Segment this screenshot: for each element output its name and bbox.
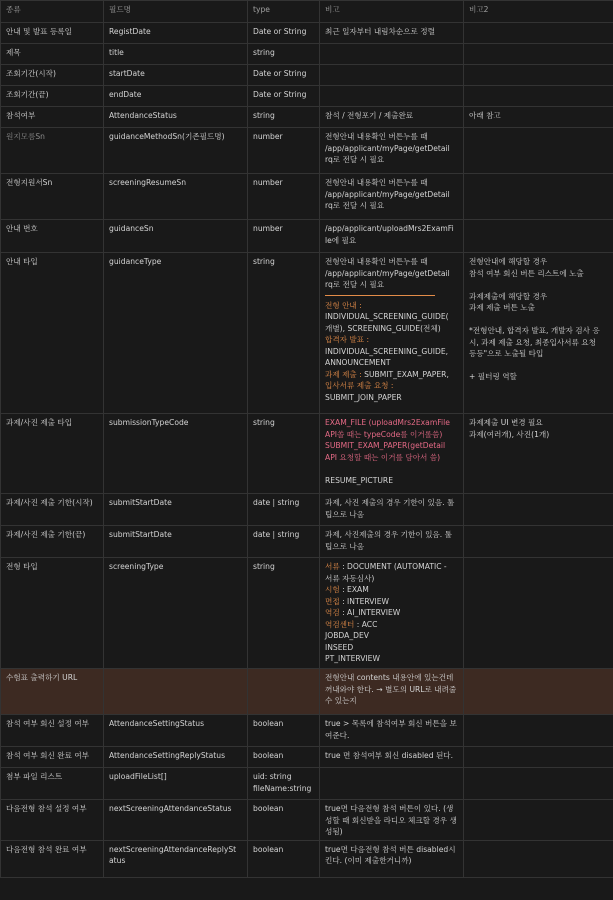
cell-note2 — [464, 669, 613, 715]
type-entry — [325, 300, 458, 312]
note-line: /app/applicant/uploadMrs2ExamFi — [325, 224, 454, 233]
cell-note — [320, 840, 464, 877]
note-line: /app/applicant/myPage/getDetail — [325, 143, 450, 153]
cell-field: title — [104, 44, 248, 65]
cell-type: date | string — [248, 526, 320, 558]
cell-type: boolean — [248, 840, 320, 877]
table-row — [1, 414, 613, 494]
note2-line: 아래 참고 — [469, 111, 501, 120]
cell-type: number — [248, 174, 320, 220]
table-row — [1, 669, 613, 715]
note2-line: 과제제출 UI 변경 필요 — [469, 418, 543, 427]
header-note: 비고 — [320, 1, 464, 23]
cell-field: nextScreeningAttendanceStatus — [104, 800, 248, 841]
cell-note — [320, 174, 464, 220]
cell-note2 — [464, 107, 613, 128]
note-line: true면 다음전형 참석 버튼 disabled시 — [325, 844, 456, 854]
cell-kind: 원지모름Sn — [1, 128, 104, 174]
type-value-line: 개별), SCREENING_GUIDE(전체) — [325, 323, 441, 333]
type-label: 역검 — [325, 608, 340, 617]
note-line: rq로 전달 시 필요 — [325, 201, 385, 210]
type-entry — [325, 584, 458, 596]
note-line: 성할 때 회신받을 라디오 체크할 경우 생 — [325, 815, 457, 825]
cell-type: boolean — [248, 800, 320, 841]
cell-note — [320, 669, 464, 715]
note-line: 참석 / 전형포기 / 제출완료 — [325, 111, 414, 120]
note-line: true 면 참석여부 회신 disabled 된다. — [325, 751, 454, 760]
cell-note — [320, 128, 464, 174]
cell-field: guidanceType — [104, 253, 248, 414]
cell-field: screeningResumeSn — [104, 174, 248, 220]
note-line: 킨다. (이미 제출한거니까) — [325, 856, 412, 865]
cell-kind: 참석 여부 회신 완료 여부 — [1, 747, 104, 768]
type-value-line: INSEED — [325, 642, 354, 652]
type-entry — [325, 334, 458, 346]
table-row — [1, 558, 613, 669]
table-row — [1, 747, 613, 768]
header-note2: 비고2 — [464, 1, 613, 23]
note2-line — [469, 279, 608, 291]
type-value-line: 서류 자동심사) — [325, 573, 375, 583]
cell-note — [320, 414, 464, 494]
type-value-line: PT_INTERVIEW — [325, 654, 380, 663]
table-row — [1, 128, 613, 174]
cell-field: AttendanceSettingStatus — [104, 715, 248, 747]
note-line-highlight: EXAM_FILE (uploadMrs2ExamFile — [325, 418, 450, 427]
type-value-line: JOBDA_DEV — [325, 631, 369, 640]
table-row — [1, 107, 613, 128]
cell-kind: 전형지원서Sn — [1, 174, 104, 220]
cell-type: Date or String — [248, 65, 320, 86]
cell-note2 — [464, 526, 613, 558]
cell-field — [104, 669, 248, 715]
note-line: 전형안내 contents 내용안에 있는건데 — [325, 673, 454, 682]
cell-kind: 과제/사진 제출 기한(시작) — [1, 494, 104, 526]
type-value: : EXAM — [339, 585, 369, 594]
cell-note — [320, 800, 464, 841]
cell-note — [320, 253, 464, 414]
table-row — [1, 23, 613, 44]
type-line: uid: string — [253, 772, 292, 781]
field-line: nextScreeningAttendanceReplySt — [109, 844, 237, 854]
cell-kind: 안내 타입 — [1, 253, 104, 414]
note2-line: + 필터링 역할 — [469, 372, 517, 381]
type-label: 서류 — [325, 562, 340, 571]
note-line: /app/applicant/myPage/getDetail — [325, 268, 450, 278]
note-line: 과제, 사진 제출의 경우 기한이 있음. 툴 — [325, 498, 455, 507]
note-line — [325, 463, 458, 475]
cell-type: date | string — [248, 494, 320, 526]
cell-field: submissionTypeCode — [104, 414, 248, 494]
table-row — [1, 86, 613, 107]
cell-note2 — [464, 800, 613, 841]
cell-type: number — [248, 220, 320, 253]
cell-note2 — [464, 65, 613, 86]
cell-kind: 제목 — [1, 44, 104, 65]
cell-note — [320, 715, 464, 747]
cell-kind: 참석여부 — [1, 107, 104, 128]
type-label: 합격자 발표 : — [325, 335, 370, 344]
note-line: RESUME_PICTURE — [325, 475, 393, 485]
cell-note2 — [464, 747, 613, 768]
cell-note — [320, 558, 464, 669]
cell-note2 — [464, 715, 613, 747]
cell-field: endDate — [104, 86, 248, 107]
type-value: : AI_INTERVIEW — [339, 608, 401, 617]
cell-kind: 수험표 출력하기 URL — [1, 669, 104, 715]
field-line: atus — [109, 856, 126, 865]
cell-field: screeningType — [104, 558, 248, 669]
cell-type: boolean — [248, 747, 320, 768]
cell-kind: 다음전형 참석 설정 여부 — [1, 800, 104, 841]
cell-kind: 참석 여부 회신 설정 여부 — [1, 715, 104, 747]
cell-note2 — [464, 558, 613, 669]
type-label: 면접 — [325, 596, 340, 606]
note-line: 과제, 사진제출의 경우 기한이 있음. 툴 — [325, 530, 452, 539]
cell-type — [248, 669, 320, 715]
note-line-highlight: API 요청할 때는 이거를 담아서 씀) — [325, 452, 441, 462]
cell-kind: 안내 번호 — [1, 220, 104, 253]
divider — [325, 295, 435, 296]
cell-kind: 과제/사진 제출 타입 — [1, 414, 104, 494]
cell-note — [320, 44, 464, 65]
cell-kind: 다음전형 참석 완료 여부 — [1, 840, 104, 877]
note-line: true > 목록에 참석여부 회신 버튼을 보 — [325, 719, 457, 728]
cell-note — [320, 747, 464, 768]
cell-kind: 첨부 파일 리스트 — [1, 768, 104, 800]
note-line: 최근 일자부터 내림차순으로 정렬 — [325, 27, 435, 36]
type-value-line: ANNOUNCEMENT — [325, 358, 391, 367]
cell-type: string — [248, 253, 320, 414]
note-line: 전형안내 내용확인 버튼누를 때 — [325, 257, 428, 266]
table-row — [1, 174, 613, 220]
note2-line: *전형안내, 합격자 발표, 개발자 검사 응 — [469, 326, 600, 335]
cell-field: AttendanceStatus — [104, 107, 248, 128]
type-label: 시험 — [325, 585, 340, 594]
note-line: 꺼내와야 한다. → 별도의 URL로 내려줄 — [325, 684, 457, 694]
cell-type: boolean — [248, 715, 320, 747]
type-label: 입사서류 제출 요청 : — [325, 381, 394, 390]
cell-note — [320, 86, 464, 107]
cell-field: submitStartDate — [104, 526, 248, 558]
cell-note2 — [464, 174, 613, 220]
type-value: : ACC — [354, 619, 378, 629]
cell-note2 — [464, 768, 613, 800]
cell-note — [320, 768, 464, 800]
cell-type: string — [248, 44, 320, 65]
type-value-line: SUBMIT_JOIN_PAPER — [325, 392, 402, 402]
type-label: 역검센터 — [325, 619, 355, 629]
table-row — [1, 800, 613, 841]
type-entry — [325, 619, 458, 631]
table-row — [1, 494, 613, 526]
cell-note — [320, 526, 464, 558]
cell-kind: 과제/사진 제출 기한(끝) — [1, 526, 104, 558]
note-line: /app/applicant/myPage/getDetail — [325, 189, 450, 199]
cell-field: uploadFileList[] — [104, 768, 248, 800]
note2-line — [469, 360, 608, 372]
type-value-line: INDIVIDUAL_SCREENING_GUIDE, — [325, 346, 449, 356]
note-line: rq로 전달 시 필요 — [325, 280, 385, 289]
note2-line: 참석 여부 회신 버튼 리스트에 노출 — [469, 268, 584, 278]
type-label: 과제 제출 : — [325, 369, 362, 379]
cell-note2 — [464, 253, 613, 414]
cell-type — [248, 768, 320, 800]
type-entry — [325, 607, 458, 619]
cell-note2 — [464, 23, 613, 44]
cell-note2 — [464, 86, 613, 107]
cell-note — [320, 494, 464, 526]
cell-note2 — [464, 128, 613, 174]
type-entry — [325, 380, 458, 392]
cell-type: string — [248, 414, 320, 494]
type-entry — [325, 369, 458, 381]
note2-line: 과제제출에 해당할 경우 — [469, 291, 548, 301]
cell-field: guidanceSn — [104, 220, 248, 253]
note-line: 팁으로 나옴 — [325, 509, 365, 519]
table-row — [1, 220, 613, 253]
note-line: true면 다음전형 참석 버튼이 있다. (생 — [325, 804, 454, 813]
note-line: le에 필요 — [325, 235, 357, 245]
header-type: type — [248, 1, 320, 23]
cell-note — [320, 220, 464, 253]
cell-note2 — [464, 494, 613, 526]
cell-type: Date or String — [248, 86, 320, 107]
cell-field — [104, 840, 248, 877]
note-line: 여준다. — [325, 730, 350, 740]
table-row — [1, 715, 613, 747]
type-line: fileName:string — [253, 783, 312, 793]
note2-line: 과제(여러개), 사진(1개) — [469, 429, 550, 439]
cell-type: string — [248, 558, 320, 669]
note-line: 팁으로 나옴 — [325, 541, 365, 551]
cell-kind: 전형 타입 — [1, 558, 104, 669]
type-value: SUBMIT_EXAM_PAPER, — [361, 369, 449, 379]
type-label: 전형 안내 : — [325, 300, 362, 310]
note-line: rq로 전달 시 필요 — [325, 155, 385, 164]
cell-field: submitStartDate — [104, 494, 248, 526]
header-field: 필드명 — [104, 1, 248, 23]
cell-kind: 안내 및 발표 등록일 — [1, 23, 104, 44]
cell-note2 — [464, 44, 613, 65]
note-line: 성됨) — [325, 827, 343, 836]
note-line: 수 있는지 — [325, 696, 357, 705]
note-line-highlight: API쏠 때는 typeCode를 이거롤씀) — [325, 429, 443, 439]
type-value: : INTERVIEW — [339, 596, 390, 606]
table-row — [1, 526, 613, 558]
note-line: 전형안내 내용확인 버튼누를 때 — [325, 132, 428, 141]
cell-field: RegistDate — [104, 23, 248, 44]
table-row — [1, 65, 613, 86]
table-row — [1, 768, 613, 800]
table-row — [1, 253, 613, 414]
cell-note — [320, 23, 464, 44]
header-kind: 종류 — [1, 1, 104, 23]
cell-kind: 조회기간(끝) — [1, 86, 104, 107]
note2-line: 등등"으로 노출될 타입 — [469, 349, 544, 358]
type-value-line: INDIVIDUAL_SCREENING_GUIDE( — [325, 312, 449, 321]
note2-line: 전형안내에 해당할 경우 — [469, 257, 548, 266]
cell-note2 — [464, 220, 613, 253]
header-row — [1, 1, 613, 23]
type-entry — [325, 561, 458, 573]
note-line: 전형안내 내용확인 버튼누를 때 — [325, 178, 428, 187]
table-row — [1, 840, 613, 877]
cell-field: guidanceMethodSn(기존필드명) — [104, 128, 248, 174]
type-entry — [325, 596, 458, 608]
cell-note — [320, 107, 464, 128]
cell-type: string — [248, 107, 320, 128]
cell-note2 — [464, 840, 613, 877]
cell-field: startDate — [104, 65, 248, 86]
note2-line: 시, 과제 제출 요청, 최종입사서류 요청 — [469, 337, 596, 347]
table-row — [1, 44, 613, 65]
cell-type: Date or String — [248, 23, 320, 44]
cell-field: AttendanceSettingReplyStatus — [104, 747, 248, 768]
cell-note2 — [464, 414, 613, 494]
cell-kind: 조회기간(시작) — [1, 65, 104, 86]
note-line-highlight: SUBMIT_EXAM_PAPER(getDetail — [325, 441, 446, 450]
cell-note — [320, 65, 464, 86]
cell-type: number — [248, 128, 320, 174]
type-value: : DOCUMENT (AUTOMATIC - — [339, 562, 447, 571]
note2-line — [469, 314, 608, 326]
note2-line: 과제 제출 버튼 노출 — [469, 303, 535, 312]
